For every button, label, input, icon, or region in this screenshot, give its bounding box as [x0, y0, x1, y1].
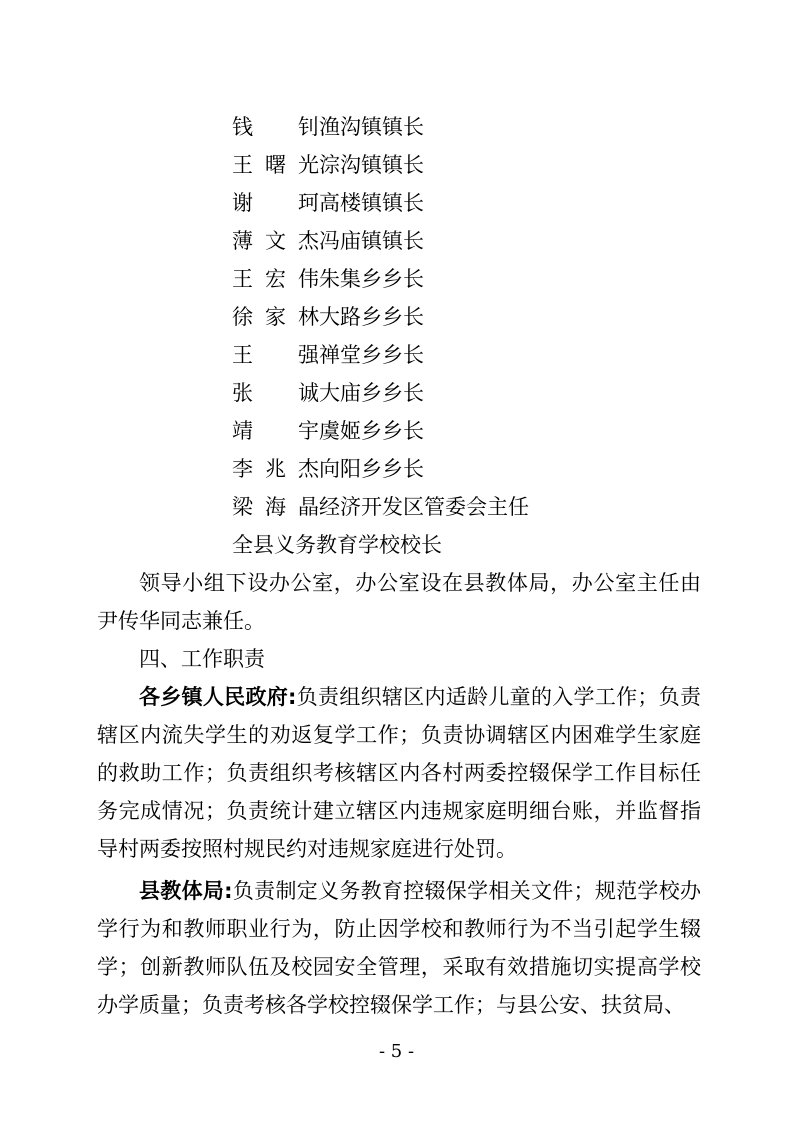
- member-name: 梁海晶: [232, 495, 319, 519]
- member-name: 王宏伟: [232, 267, 319, 291]
- member-name: 薄文杰: [232, 229, 319, 253]
- office-paragraph: 领导小组下设办公室，办公室设在县教体局，办公室主任由尹传华同志兼任。: [97, 571, 701, 633]
- member-row: [232, 450, 652, 488]
- member-title: 冯庙镇镇长: [319, 229, 424, 253]
- member-row: [232, 260, 652, 298]
- member-row-extra: [232, 526, 652, 564]
- township-text: 负责组织辖区内适龄儿童的入学工作；负责辖区内流失学生的劝返复学工作；负责协调辖区内困难学生家庭的救助工作；负责组织考核辖区内各村两委控辍保学工作目标任务完成情况；负责统计建立辖区内违规家庭明细台账，并监督指导村两委按照村规民约对违规家庭进行处罚。: [97, 685, 702, 861]
- member-title: 禅堂乡乡长: [319, 343, 424, 367]
- member-title: 淙沟镇镇长: [319, 153, 424, 177]
- education-bureau-paragraph: [97, 872, 701, 1024]
- member-title: 虞姬乡乡长: [319, 419, 424, 443]
- member-name: 张 诚: [232, 381, 319, 405]
- member-title: 渔沟镇镇长: [319, 115, 424, 139]
- page-number: - 5 -: [378, 1041, 415, 1062]
- member-name: 谢 珂: [232, 191, 319, 215]
- member-name: 徐家林: [232, 305, 319, 329]
- township-lead: 各乡镇人民政府:: [139, 685, 297, 709]
- member-title: 大路乡乡长: [319, 305, 424, 329]
- member-row: [232, 412, 652, 450]
- member-title: 朱集乡乡长: [319, 267, 424, 291]
- member-title: 经济开发区管委会主任: [319, 495, 529, 519]
- member-title: 大庙乡乡长: [319, 381, 424, 405]
- member-row: [232, 374, 652, 412]
- member-row: [232, 146, 652, 184]
- member-row: [232, 108, 652, 146]
- member-extra-text: 全县义务教育学校校长: [232, 533, 442, 557]
- member-name: 钱 钊: [232, 115, 319, 139]
- education-bureau-lead: 县教体局:: [139, 879, 233, 903]
- member-row: [232, 184, 652, 222]
- member-list: [232, 108, 652, 564]
- member-name: 靖 宇: [232, 419, 319, 443]
- section-heading: 四、工作职责: [139, 647, 265, 671]
- member-row: [232, 222, 652, 260]
- member-name: 王曙光: [232, 153, 319, 177]
- township-paragraph: [97, 678, 701, 868]
- member-row: [232, 298, 652, 336]
- member-row: [232, 336, 652, 374]
- member-title: 高楼镇镇长: [319, 191, 424, 215]
- body-text: [97, 564, 701, 1024]
- education-bureau-text: 负责制定义务教育控辍保学相关文件；规范学校办学行为和教师职业行为，防止因学校和教师行为不当引起学生辍学；创新教师队伍及校园安全管理，采取有效措施切实提高学校办学质量；负责考核各学校控辍保学工作；与县公安、扶贫局、: [97, 879, 702, 1017]
- member-name: 李兆杰: [232, 457, 319, 481]
- member-title: 向阳乡乡长: [319, 457, 424, 481]
- member-row: [232, 488, 652, 526]
- member-name: 王 强: [232, 343, 319, 367]
